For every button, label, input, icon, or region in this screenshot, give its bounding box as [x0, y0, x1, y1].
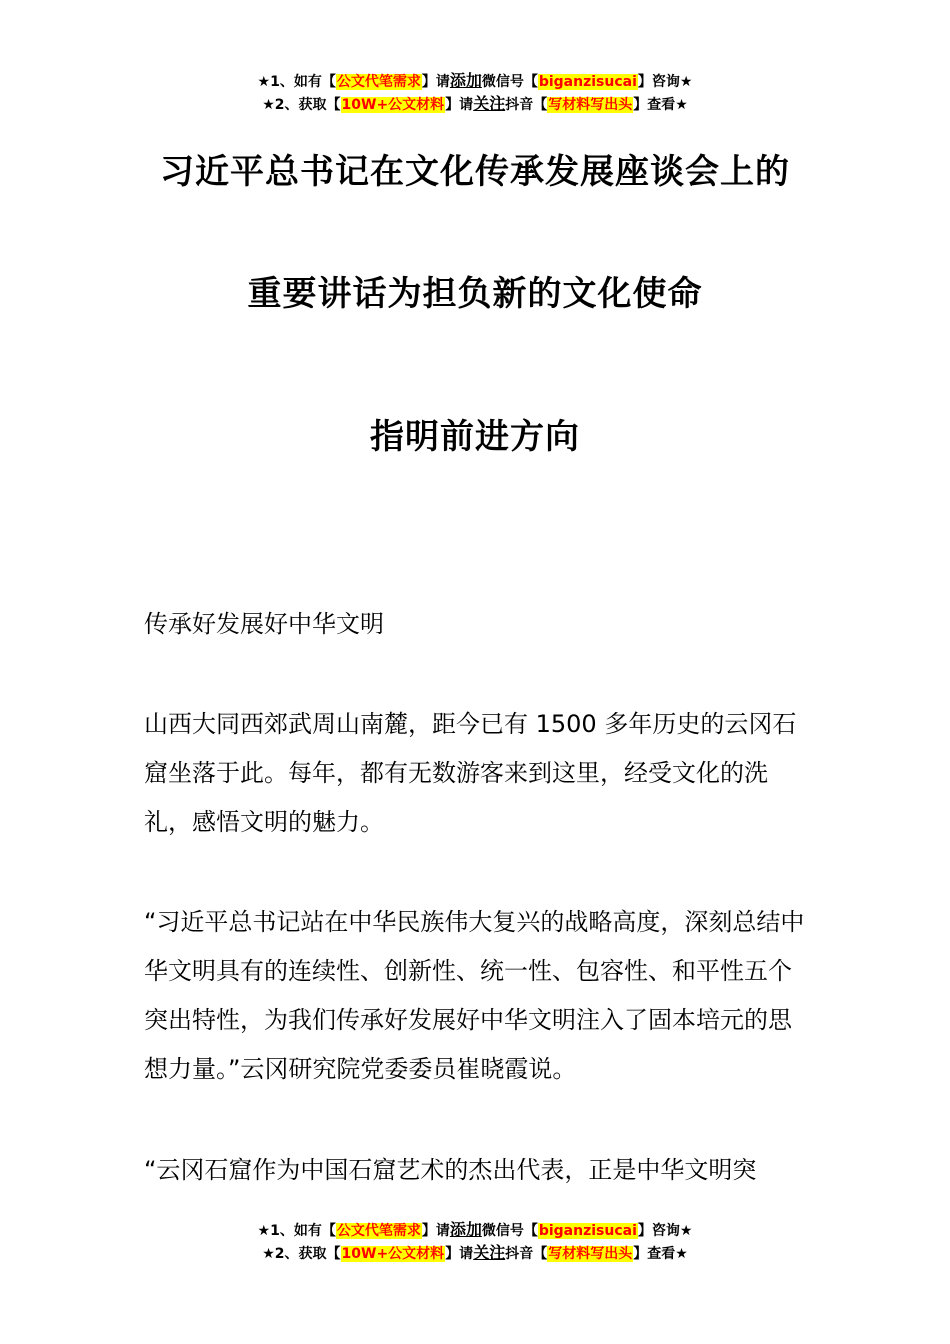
banner-text: 】请: [445, 1246, 474, 1262]
document-title-line-1: 习近平总书记在文化传承发展座谈会上的: [160, 152, 790, 192]
banner-text: 1、如有【: [270, 74, 336, 90]
highlight-wechat-id: biganzisucai: [538, 1223, 637, 1239]
emphasis-follow: 关注: [473, 94, 506, 113]
star-icon: ★: [679, 74, 693, 90]
banner-line-1: [0, 1219, 950, 1242]
banner-text: 】请: [445, 97, 474, 113]
highlight-wechat-id: biganzisucai: [538, 74, 637, 90]
emphasis-add: 添加: [449, 71, 482, 90]
footer-banner: [0, 1219, 950, 1265]
body-paragraph-1: 山西大同西郊武周山南麓，距今已有 1500 多年历史的云冈石窟坐落于此。每年，都有无数游客来到这里，经受文化的洗礼，感悟文明的魅力。: [144, 710, 797, 836]
banner-text: 】咨询: [637, 1223, 680, 1239]
banner-line-2: [0, 1242, 950, 1265]
banner-text: 】咨询: [637, 74, 680, 90]
star-icon: ★: [675, 1246, 688, 1262]
banner-text: 】查看: [633, 97, 676, 113]
emphasis-add: 添加: [449, 1220, 482, 1239]
emphasis-follow: 关注: [473, 1243, 506, 1262]
star-icon: ★: [679, 1223, 693, 1239]
banner-text: 抖音【: [505, 97, 548, 113]
highlight-materials: 10W+公文材料: [341, 97, 445, 113]
highlight-service: 公文代笔需求: [336, 1223, 421, 1239]
banner-text: 1、如有【: [270, 1223, 336, 1239]
section-heading: 传承好发展好中华文明: [144, 610, 384, 638]
body-paragraph-2: “习近平总书记站在中华民族伟大复兴的战略高度，深刻总结中华文明具有的连续性、创新性、统一性、包容性、和平性五个突出特性，为我们传承好发展好中华文明注入了固本培元的思想力量。”云冈研究院党委委员崔晓霞说。: [144, 908, 805, 1083]
star-icon: ★: [262, 1246, 275, 1262]
highlight-materials: 10W+公文材料: [341, 1246, 445, 1262]
highlight-service: 公文代笔需求: [336, 74, 421, 90]
document-title-line-2: 重要讲话为担负新的文化使命: [247, 274, 703, 314]
star-icon: ★: [257, 1223, 271, 1239]
banner-text: 2、获取【: [274, 1246, 341, 1262]
banner-text: 2、获取【: [274, 97, 341, 113]
star-icon: ★: [262, 97, 275, 113]
star-icon: ★: [257, 74, 271, 90]
banner-text: 微信号【: [481, 1223, 538, 1239]
banner-line-2: [0, 93, 950, 116]
banner-text: 】查看: [633, 1246, 676, 1262]
banner-text: 】请: [421, 1223, 450, 1239]
header-banner: [0, 70, 950, 116]
body-paragraph-3: “云冈石窟作为中国石窟艺术的杰出代表，正是中华文明突: [144, 1156, 757, 1184]
banner-text: 抖音【: [505, 1246, 548, 1262]
highlight-douyin-account: 写材料写出头: [548, 97, 633, 113]
highlight-douyin-account: 写材料写出头: [548, 1246, 633, 1262]
banner-text: 】请: [421, 74, 450, 90]
document-title-line-3: 指明前进方向: [370, 417, 580, 457]
banner-line-1: [0, 70, 950, 93]
banner-text: 微信号【: [481, 74, 538, 90]
star-icon: ★: [675, 97, 688, 113]
